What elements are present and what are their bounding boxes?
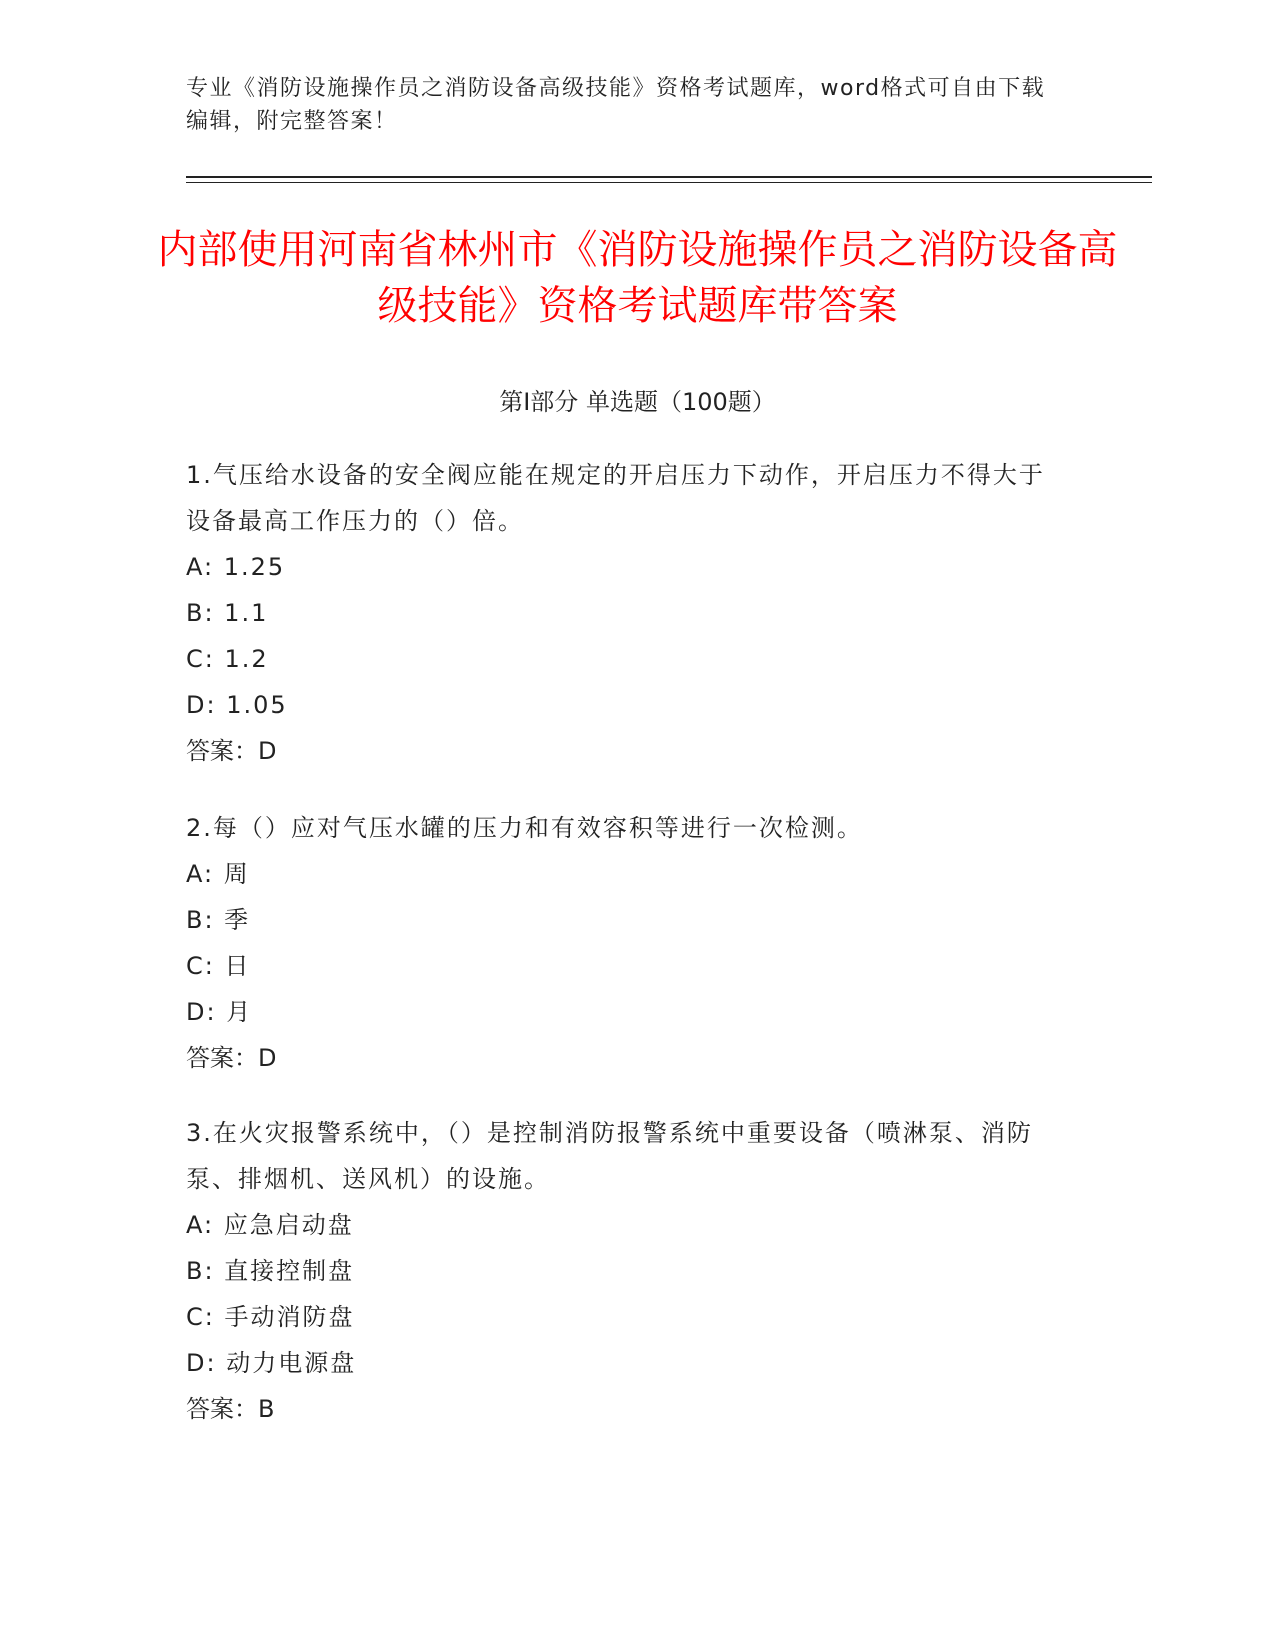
option-b: B: 1.1	[186, 599, 269, 627]
question-2	[186, 805, 1066, 1081]
document-title: 内部使用河南省林州市《消防设施操作员之消防设备高级技能》资格考试题库带答案	[157, 227, 1118, 329]
answer: 答案：D	[186, 737, 277, 765]
header-rule-thin	[186, 182, 1152, 183]
answer: 答案：B	[186, 1395, 275, 1423]
option-c: C: 手动消防盘	[186, 1303, 355, 1331]
header-rule-thick	[186, 176, 1152, 178]
question-1	[186, 452, 1066, 774]
answer: 答案：D	[186, 1044, 277, 1072]
option-d: D: 动力电源盘	[186, 1349, 357, 1377]
option-b: B: 直接控制盘	[186, 1257, 355, 1285]
question-3	[186, 1110, 1066, 1432]
header-note: 专业《消防设施操作员之消防设备高级技能》资格考试题库，word格式可自由下载编辑，附完整答案！	[186, 76, 1046, 134]
part-heading: 第I部分 单选题（100题）	[499, 388, 776, 416]
option-a: A: 应急启动盘	[186, 1211, 354, 1239]
option-a: A: 1.25	[186, 553, 286, 581]
option-c: C: 1.2	[186, 645, 269, 673]
option-b: B: 季	[186, 906, 251, 934]
question-stem: 2.每（）应对气压水罐的压力和有效容积等进行一次检测。	[186, 814, 863, 842]
option-d: D: 月	[186, 998, 253, 1026]
question-stem: 3.在火灾报警系统中，（）是控制消防报警系统中重要设备（喷淋泵、消防泵、排烟机、送风机）的设施。	[186, 1119, 1033, 1193]
option-c: C: 日	[186, 952, 251, 980]
question-stem: 1.气压给水设备的安全阀应能在规定的开启压力下动作，开启压力不得大于设备最高工作压力的（）倍。	[186, 461, 1045, 535]
option-d: D: 1.05	[186, 691, 288, 719]
option-a: A: 周	[186, 860, 250, 888]
